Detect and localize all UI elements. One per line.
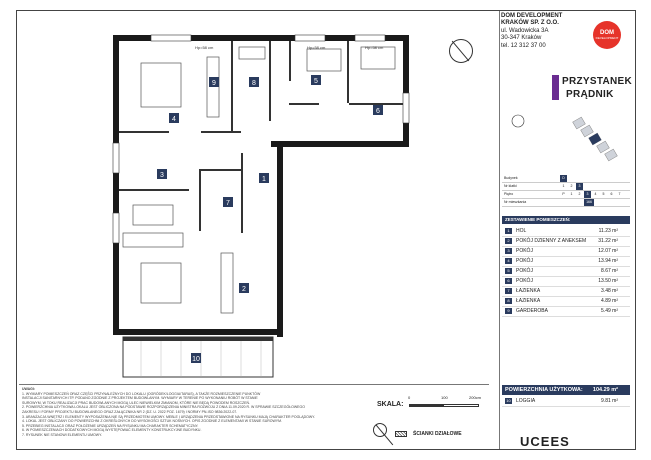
total-area-label: POWIERZCHNIA UŻYTKOWA:: [505, 387, 583, 393]
room-label-7: 7: [226, 200, 230, 207]
location-cell: 2: [578, 192, 581, 196]
location-cell: 1: [562, 184, 565, 188]
ucees-logo: UCEES: [520, 434, 570, 449]
notes-line: 1. WYMIARY POMIESZCZEŃ ORAZ CZĘŚCI PRZYNALEŻNYCH DO LOKALU (OGRÓDEK/LOGGIA/TARAS), A TAKŻE ROZMIESZCZENIE PUNKTÓW: [22, 391, 261, 396]
notes-line: 2. POWIERZCHNIA UŻYTKOWA LOKALU JEST OBLICZONA NA PODSTAWIE ROZPORZĄDZENIA MINISTRA ROZWOJU Z DNIA 11.09.2020 R. W SPRAWIE SZCZEGÓŁOWEGO: [22, 405, 305, 410]
compass-icon: [449, 39, 473, 63]
loggia-row: [502, 396, 630, 407]
scale-bar: [409, 404, 479, 407]
room-number: 9: [505, 308, 512, 314]
room-name: POKÓJ: [516, 248, 533, 254]
room-label-5: 5: [314, 78, 318, 85]
room-label-6: 6: [376, 108, 380, 115]
scale-tick-200: 200cm: [469, 395, 482, 400]
location-cell: P: [562, 192, 565, 196]
room-number: 4: [505, 258, 512, 264]
room-label-3: 3: [160, 172, 164, 179]
room-number: 7: [505, 288, 512, 294]
logo-text: DOM: [600, 30, 614, 36]
company-street: ul. Wadowicka 3A: [501, 27, 549, 34]
scale-legend: [377, 389, 497, 444]
room-number: 2: [505, 238, 512, 244]
room-area: 11.23 m²: [598, 228, 618, 234]
room-area: 5.49 m²: [601, 308, 618, 314]
scale-label: SKALA:: [377, 401, 404, 408]
loggia-area: 9.81 m²: [601, 398, 618, 404]
location-label: Nr mieszkania: [504, 200, 527, 204]
room-area: 8.67 m²: [601, 268, 618, 274]
room-number: 1: [505, 228, 512, 234]
location-cell: 6: [610, 192, 613, 196]
location-cell: D: [560, 175, 567, 182]
logo-subtext: DEVELOPMENT: [595, 36, 619, 40]
floor-plan-drawing: [111, 33, 429, 383]
room-number: 5: [505, 268, 512, 274]
scale-tick-100: 100: [441, 395, 448, 400]
room-label-10: 10: [192, 356, 200, 363]
room-name: POKÓJ: [516, 258, 533, 264]
project-name-2: PRĄDNIK: [566, 89, 614, 100]
room-name: POKÓJ: [516, 278, 533, 284]
location-table: [502, 175, 630, 207]
company-name-2: KRAKÓW SP. Z O.O.: [501, 20, 559, 27]
notes-line: 4. LOKAL JEST OBLICZANY DO POWIERZCHNI Z OKREŚLONYCH DO WYSOKOŚCI SZTUK NOŚNYCH. OPIS ZGODNIE Z ELEMENTAMI W STANIE SUROWYM.: [22, 419, 283, 424]
room-label-1: 1: [262, 176, 266, 183]
company-city: 30-347 Kraków: [501, 35, 542, 42]
room-name: POKÓJ DZIENNY Z ANEKSEM: [516, 238, 587, 244]
project-name-1: PRZYSTANEK: [562, 76, 633, 87]
room-name: POKÓJ: [516, 268, 533, 274]
site-map-highlight: [589, 133, 602, 145]
room-area: 4.89 m²: [601, 298, 618, 304]
location-label: Nr klatki: [504, 184, 517, 188]
room-name: GARDEROBA: [516, 308, 548, 314]
company-name-1: DOM DEVELOPMENT: [501, 13, 563, 19]
room-label-4: 4: [172, 116, 176, 123]
location-row-floor: [502, 191, 630, 199]
notes-line: 5. PRZEBIEG INSTALACJI ORAZ POŁOŻENIE URZĄDZEŃ NA RYSUNKU MA CHARAKTER SCHEMATYCZNY.: [22, 423, 199, 428]
notes-line: 7. RYSUNEK NIE STANOWI ELEMENTU UMOWY.: [22, 432, 102, 437]
room-label-8: 8: [252, 80, 256, 87]
room-name: ŁAZIENKA: [516, 288, 541, 294]
dom-development-logo: [593, 21, 621, 49]
location-cell: 7: [618, 192, 621, 196]
total-area-value: 104.29 m²: [592, 387, 618, 393]
room-name: HOL: [516, 228, 527, 234]
location-row-apartment: [502, 199, 630, 207]
location-cell: 3: [576, 183, 583, 190]
room-area: 13.94 m²: [598, 258, 618, 264]
notes-line: 6. W POMIESZCZENIACH DODATKOWYCH MOGĄ WYSTĘPOWAĆ ELEMENTY KONSTRUKCYJNE BUDYNKU.: [22, 428, 202, 433]
floor-plan-sheet: [16, 10, 636, 450]
location-row-building: [502, 175, 630, 183]
room-name: ŁAZIENKA: [516, 298, 541, 304]
room-area: 12.07 m²: [598, 248, 618, 254]
location-cell: 5: [602, 192, 605, 196]
window-height-2: Hp=58 cm: [307, 45, 326, 50]
location-cell: 2: [570, 184, 573, 188]
window-height-1: Hp=58 cm: [195, 45, 214, 50]
project-logo-mark: [552, 75, 559, 100]
room-number: 6: [505, 278, 512, 284]
room-label-2: 2: [242, 286, 246, 293]
location-cell: 4: [594, 192, 597, 196]
window-height-3: Hp=58 cm: [365, 45, 384, 50]
notes-line: SUROWYM, W TOKU REALIZACJI PRAC BUDOWLANYCH MOGĄ ULEC NIEWIELKIM ZMIANOM, KTÓRE NIE BĘDĄ POWODEM ROSZCZEŃ.: [22, 400, 250, 405]
company-phone: tel. 12 312 37 00: [501, 42, 546, 49]
location-row-stairwell: [502, 183, 630, 191]
sidebar-divider: [499, 11, 500, 449]
notes-line: INSTALACJI SANITARNYCH ITP. PODANO ZGODNIE Z PROJEKTEM BUDOWLANYM. WYMIARY W TERENIE PO WYKONANIU ROBÓT W STANIE: [22, 396, 258, 401]
notes-line: ZAKRESU I FORMY PROJEKTU BUDOWLANEGO ORAZ ZAŁĄCZNIKA NR 2 (DZ. U. 2022 POZ. 1679) I NORMY PN-ISO 9836:2022-07.: [22, 409, 238, 414]
project-logo: [552, 71, 632, 111]
total-area-bar: [502, 385, 630, 395]
partition-wall-label: ŚCIANKI DZIAŁOWE: [413, 431, 462, 437]
location-label: Budynek: [504, 176, 518, 180]
loggia-name: LOGGIA: [516, 398, 536, 404]
site-map: [504, 111, 632, 173]
room-number: 8: [505, 298, 512, 304]
scale-tick-0: 0: [408, 395, 411, 400]
room-number: 3: [505, 248, 512, 254]
location-cell: 3: [584, 191, 591, 198]
location-cell: 1: [570, 192, 573, 196]
location-cell: 166: [584, 199, 594, 206]
partition-wall-swatch: [395, 431, 407, 437]
loggia-number: 10: [506, 398, 511, 403]
room-area: 3.48 m²: [601, 288, 618, 294]
notes-line: 3. ARANŻACJA WNĘTRZ I ELEMENTY WYPOSAŻENIA NIE SĄ PRZEDMIOTEM UMOWY. MEBLE I URZĄDZENIA PRZEDSTAWIONE NA RYSUNKU MAJĄ CHARAKTER POGLĄDOWY.: [22, 414, 316, 419]
room-area: 13.50 m²: [598, 278, 618, 284]
room-row: [502, 306, 630, 317]
room-label-9: 9: [212, 80, 216, 87]
location-label: Piętro: [504, 192, 514, 196]
notes-title: UWAGI:: [22, 387, 36, 391]
rooms-header: ZESTAWIENIE POMIESZCZEŃ:: [502, 216, 630, 224]
room-area: 31.22 m²: [598, 238, 618, 244]
